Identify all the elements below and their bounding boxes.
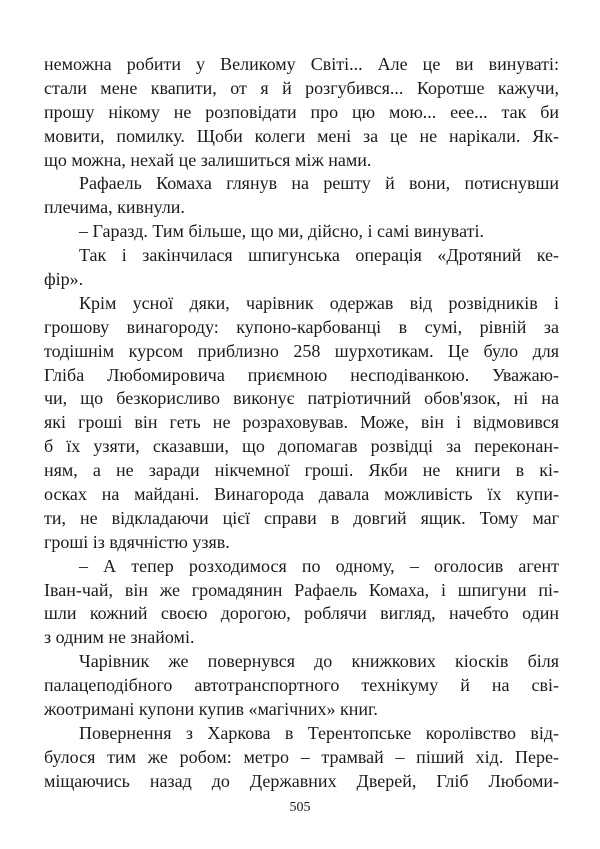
text-line: Так і закінчилася шпигунська операція «Дротяний ке- xyxy=(79,245,559,266)
text-line: грошову винагороду: купоно-карбованці в сумі, рівній за xyxy=(44,316,559,337)
body-text xyxy=(44,53,559,794)
text-line: прошу нікому не розповідати про цю мою... еее... так би xyxy=(44,101,559,122)
text-line: Рафаель Комаха глянув на решту й вони, потиснувши xyxy=(79,173,559,194)
text-line: Іван-чай, він же громадянин Рафаель Комаха, і шпигуни пі- xyxy=(44,579,559,600)
text-line: шли кожний своєю дорогою, роблячи вигляд, начебто один xyxy=(44,603,559,624)
text-line: що можна, нехай це залишиться між нами. xyxy=(44,149,372,170)
text-line: Чарівник же повернувся до книжкових кіосків біля xyxy=(79,651,559,672)
text-line: ням, а не заради нікчемної гроші. Якби не книги в кі- xyxy=(44,460,559,481)
text-line: чи, що безкорисливо виконує патріотичний обов'язок, ні на xyxy=(44,388,559,409)
text-line: які гроші він геть не розраховував. Може, він і відмовився xyxy=(44,412,559,433)
text-line: фір». xyxy=(44,269,84,290)
text-line: – Гаразд. Тим більше, що ми, дійсно, і самі винуваті. xyxy=(79,221,484,242)
text-line: плечима, кивнули. xyxy=(44,197,185,218)
text-line: мовити, помилку. Щоби колеги мені за це не нарікали. Як- xyxy=(44,125,559,146)
text-line: – А тепер розходимося по одному, – оголосив агент xyxy=(79,555,559,576)
text-line: з одним не знайомі. xyxy=(44,627,195,648)
text-line: осках на майдані. Винагорода давала можливість їх купи- xyxy=(44,484,559,505)
text-line: Повернення з Харкова в Терентопське королівство від- xyxy=(79,722,559,743)
page-number: 505 xyxy=(289,800,311,815)
text-line: палацеподібного автотранспортного технікуму й на сві- xyxy=(44,675,559,696)
text-line: міщаючись назад до Державних Дверей, Гліб Любоми- xyxy=(44,770,559,791)
text-line: тодішнім курсом приблизно 258 шурхотикам. Це було для xyxy=(44,340,559,361)
text-line: жоотримані купони купив «магічних» книг. xyxy=(44,699,378,720)
text-line: Крім усної дяки, чарівник одержав від розвідників і xyxy=(79,292,559,313)
text-line: б їх узяти, сказавши, що допомагав розвідці за переконан- xyxy=(44,436,559,457)
text-line: Гліба Любомировича приємною несподіванкою. Уважаю- xyxy=(44,364,559,385)
text-line: булося тим же робом: метро – трамвай – піший хід. Пере- xyxy=(44,746,559,767)
text-line: стали мене квапити, от я й розгубився... Коротше кажучи, xyxy=(44,77,559,98)
text-line: неможна робити у Великому Світі... Але це ви винуваті: xyxy=(44,54,559,74)
text-line: гроші із вдячністю узяв. xyxy=(44,531,230,552)
text-line: ти, не відкладаючи цієї справи в довгий ящик. Тому маг xyxy=(44,507,559,528)
